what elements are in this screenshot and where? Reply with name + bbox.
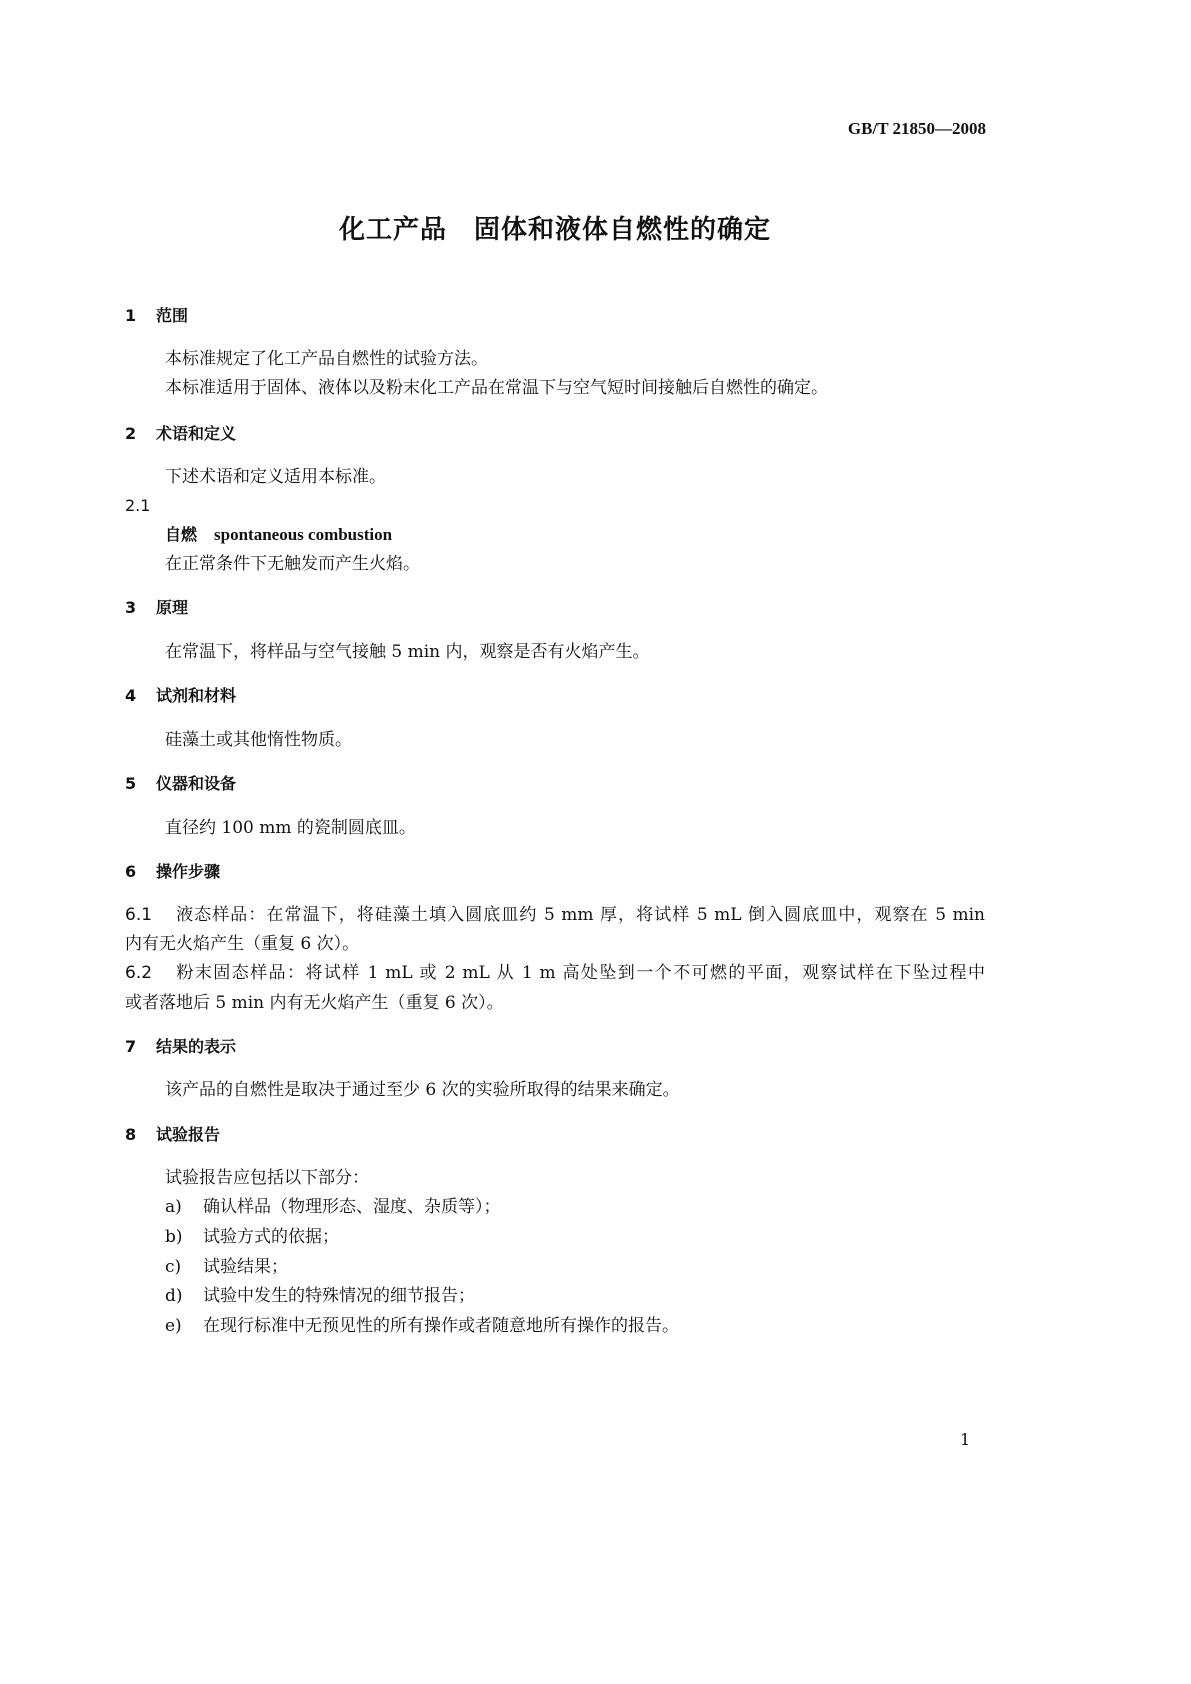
section-number: 2: [125, 424, 137, 443]
paragraph: 该产品的自燃性是取决于通过至少 6 次的实验所取得的结果来确定。: [165, 1080, 680, 1100]
list-marker: e): [165, 1316, 182, 1336]
paragraph: 直径约 100 mm 的瓷制圆底皿。: [165, 818, 416, 838]
term-en: spontaneous combustion: [214, 525, 393, 544]
subclause-text: 粉末固态样品：将试样 1 mL 或 2 mL 从 1 m 高处坠到一个不可燃的平面，观察试样在下坠过程中: [175, 963, 985, 983]
subclause-number: 6.2: [125, 963, 153, 983]
section-number: 8: [125, 1125, 137, 1144]
term-heading: [165, 525, 392, 545]
list-text: 在现行标准中无预见性的所有操作或者随意地所有操作的报告。: [203, 1316, 679, 1336]
paragraph: 硅藻土或其他惰性物质。: [165, 730, 352, 750]
section-number: 7: [125, 1037, 137, 1056]
list-item: [165, 1227, 339, 1247]
section-title: 操作步骤: [156, 862, 221, 881]
section-title: 范围: [156, 306, 189, 325]
standard-code: GB/T 21850—2008: [847, 119, 986, 138]
section-title: 原理: [156, 598, 189, 617]
term-number: 2.1: [125, 496, 151, 515]
list-item: [165, 1286, 475, 1306]
section-6-heading: [125, 862, 220, 882]
section-number: 4: [125, 686, 137, 705]
list-text: 试验中发生的特殊情况的细节报告；: [203, 1286, 475, 1306]
list-marker: d): [165, 1286, 183, 1306]
list-text: 确认样品（物理形态、湿度、杂质等）；: [203, 1197, 501, 1217]
section-title: 仪器和设备: [156, 774, 237, 793]
list-text: 试验结果；: [203, 1257, 288, 1277]
section-title: 试验报告: [156, 1125, 221, 1144]
paragraph: 在常温下，将样品与空气接触 5 min 内，观察是否有火焰产生。: [165, 642, 650, 662]
paragraph: 本标准规定了化工产品自燃性的试验方法。: [165, 349, 488, 369]
section-5-heading: [125, 774, 236, 794]
document-title: 化工产品 固体和液体自燃性的确定: [338, 215, 771, 245]
term-zh: 自燃: [165, 525, 198, 544]
list-marker: a): [165, 1197, 182, 1217]
list-text: 试验方式的依据；: [203, 1227, 339, 1247]
list-item: [165, 1316, 679, 1336]
subclause-6-2-line1: [125, 963, 985, 983]
page-number: 1: [960, 1430, 971, 1449]
paragraph: 试验报告应包括以下部分：: [165, 1168, 369, 1188]
subclause-6-2-line2: 或者落地后 5 min 内有无火焰产生（重复 6 次）。: [125, 993, 504, 1013]
list-marker: c): [165, 1257, 182, 1277]
section-number: 1: [125, 306, 137, 325]
list-marker: b): [165, 1227, 183, 1247]
term-definition: 在正常条件下无触发而产生火焰。: [165, 554, 420, 574]
section-3-heading: [125, 598, 188, 618]
section-8-heading: [125, 1125, 220, 1145]
section-7-heading: [125, 1037, 236, 1057]
subclause-text: 液态样品：在常温下，将硅藻土填入圆底皿约 5 mm 厚，将试样 5 mL 倒入圆底皿中，观察在 5 min: [175, 905, 985, 925]
paragraph: 下述术语和定义适用本标准。: [165, 467, 386, 487]
section-4-heading: [125, 686, 236, 706]
section-number: 6: [125, 862, 137, 881]
section-2-heading: [125, 424, 236, 444]
section-title: 术语和定义: [156, 424, 237, 443]
list-item: [165, 1197, 501, 1217]
section-title: 结果的表示: [156, 1037, 237, 1056]
section-1-heading: [125, 306, 188, 326]
list-item: [165, 1257, 288, 1277]
subclause-6-1-line1: [125, 905, 985, 925]
subclause-number: 6.1: [125, 905, 153, 925]
section-title: 试剂和材料: [156, 686, 237, 705]
section-number: 5: [125, 774, 137, 793]
subclause-6-1-line2: 内有无火焰产生（重复 6 次）。: [125, 934, 360, 954]
paragraph: 本标准适用于固体、液体以及粉末化工产品在常温下与空气短时间接触后自燃性的确定。: [165, 378, 828, 398]
section-number: 3: [125, 598, 137, 617]
